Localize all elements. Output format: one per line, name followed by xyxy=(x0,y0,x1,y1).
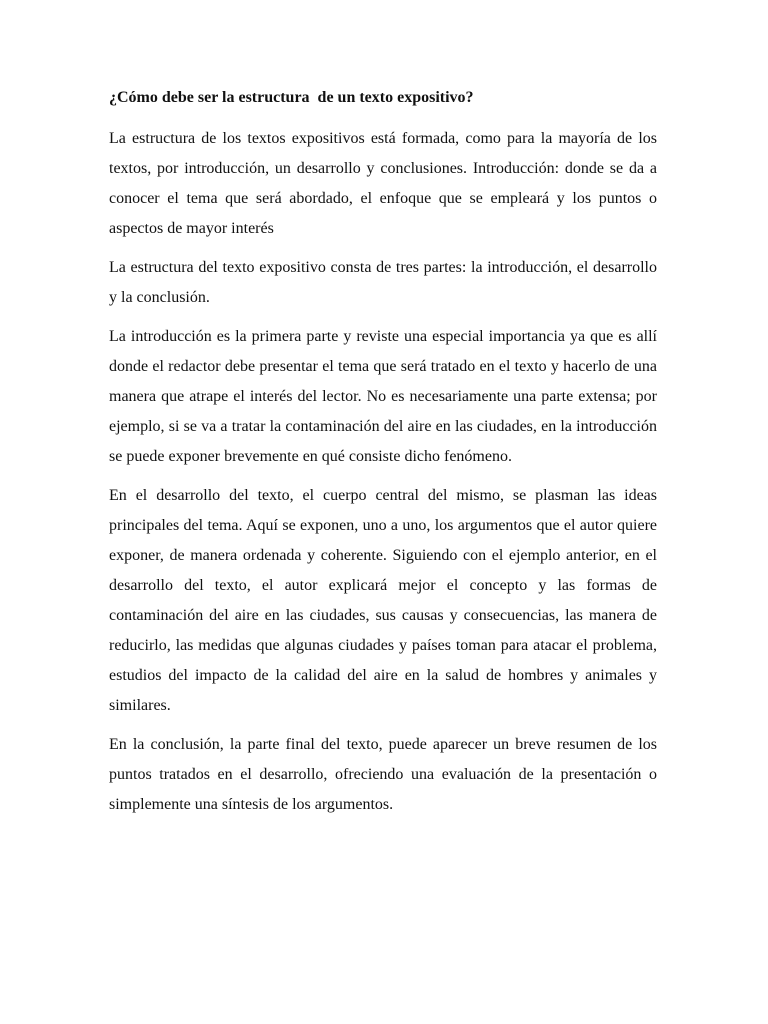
document-page xyxy=(109,84,657,829)
paragraph-introduction: La introducción es la primera parte y reviste una especial importancia ya que es allí donde el redactor debe presentar el tema que será tratado en el texto y hacerlo de una manera que atrape el interés del lector. No es necesariamente una parte extensa; por ejemplo, si se va a tratar la contaminación del aire en las ciudades, en la introducción se puede exponer brevemente en qué consiste dicho fenómeno. xyxy=(109,328,657,465)
paragraph-intro: La estructura de los textos expositivos está formada, como para la mayoría de los textos, por introducción, un desarrollo y conclusiones. Introducción: donde se da a conocer el tema que será abordado, el enfoque que se empleará y los puntos o aspectos de mayor interés xyxy=(109,130,657,237)
document-title: ¿Cómo debe ser la estructura de un texto expositivo? xyxy=(109,89,474,106)
paragraph-conclusion: En la conclusión, la parte final del texto, puede aparecer un breve resumen de los puntos tratados en el desarrollo, ofreciendo una evaluación de la presentación o simplemente una síntesis de los argumentos. xyxy=(109,736,657,813)
paragraph-development: En el desarrollo del texto, el cuerpo central del mismo, se plasman las ideas principales del tema. Aquí se exponen, uno a uno, los argumentos que el autor quiere exponer, de manera ordenada y coherente. Siguiendo con el ejemplo anterior, en el desarrollo del texto, el autor explicará mejor el concepto y las formas de contaminación del aire en las ciudades, sus causas y consecuencias, las manera de reducirlo, las medidas que algunas ciudades y países toman para atacar el problema, estudios del impacto de la calidad del aire en la salud de hombres y animales y similares. xyxy=(109,487,657,714)
paragraph-structure: La estructura del texto expositivo consta de tres partes: la introducción, el desarrollo y la conclusión. xyxy=(109,259,657,306)
